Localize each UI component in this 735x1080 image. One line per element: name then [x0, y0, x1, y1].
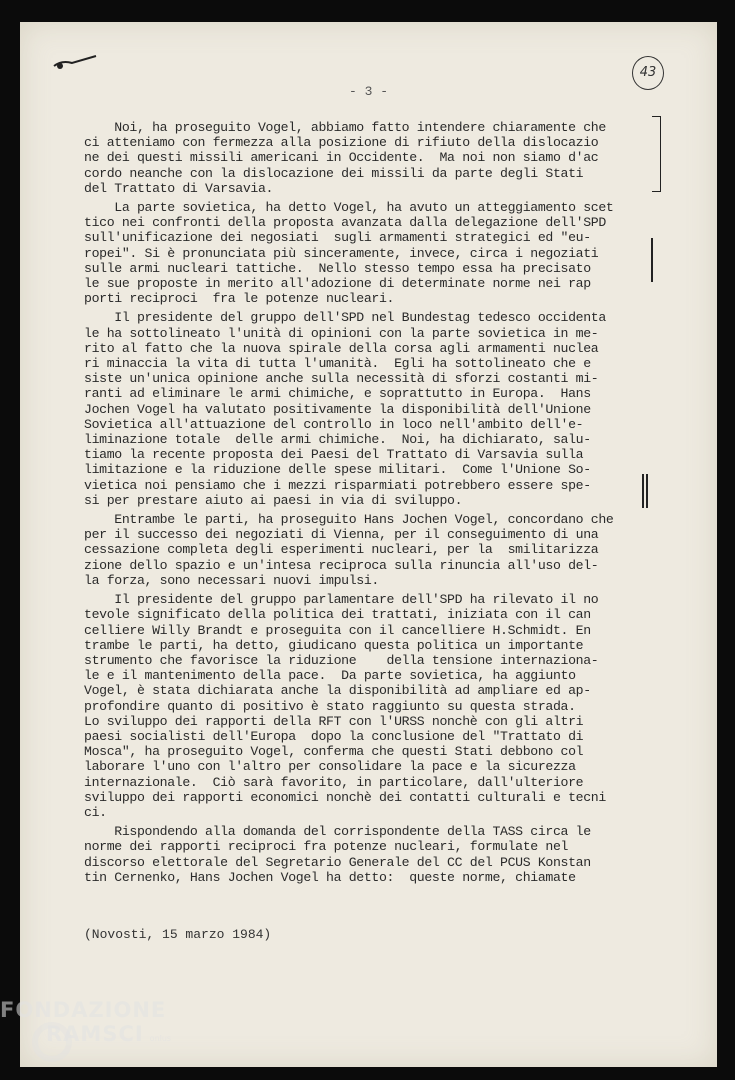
typed-body-text: [84, 120, 664, 889]
paragraph: [84, 310, 664, 508]
text-line: limitazione e la riduzione delle spese militari. Come l'Unione So-: [84, 462, 591, 478]
text-line: tin Cernenko, Hans Jochen Vogel ha detto: queste norme, chiamate: [84, 869, 576, 885]
typed-page-number: - 3 -: [348, 84, 388, 99]
text-line: ci atteniamo con fermezza alla posizione di rifiuto della dislocazio: [84, 135, 599, 151]
text-line: ri minaccia la vita di tutta l'umanità. Egli ha sottolineato che e: [84, 356, 591, 372]
text-line: Vogel, è stata dichiarata anche la disponibilità ad ampliare ed ap-: [84, 683, 591, 699]
margin-double-line-mark: [646, 474, 648, 508]
text-line: cordo neanche con la dislocazione dei missili da parte degli Stati: [84, 165, 584, 181]
text-line: Lo sviluppo dei rapporti della RFT con l'URSS nonchè con gli altri: [84, 713, 584, 729]
margin-double-line-mark: [642, 474, 644, 508]
text-line: siste un'unica opinione anche sulla necessità di sforzi costanti mi-: [84, 371, 599, 387]
text-line: la forza, sono necessari nuovi impulsi.: [84, 572, 379, 588]
text-line: Jochen Vogel ha valutato positivamente la disponibilità dell'Unione: [84, 401, 591, 417]
source-footer: (Novosti, 15 marzo 1984): [84, 927, 272, 942]
text-line: le e il mantenimento della pace. Da parte sovietica, ha aggiunto: [84, 668, 576, 684]
paragraph: [84, 592, 664, 820]
paragraph: [84, 824, 664, 885]
text-line: discorso elettorale del Segretario Generale del CC del PCUS Konstan: [84, 854, 591, 870]
text-line: Mosca", ha proseguito Vogel, conferma che questi Stati debbono col: [84, 744, 584, 760]
margin-line-mark: [651, 238, 653, 282]
text-line: cessazione completa degli esperimenti nucleari, per la smilitarizza: [84, 542, 599, 558]
text-line: vietica noi pensiamo che i mezzi risparmiati potrebbero essere spe-: [84, 477, 591, 493]
text-line: paesi socialisti dell'Europa dopo la conclusione del "Trattato di: [84, 728, 584, 744]
text-line: Rispondendo alla domanda del corrispondente della TASS circa le: [84, 824, 591, 840]
text-line: si per prestare aiuto ai paesi in via di sviluppo.: [84, 492, 463, 508]
text-line: celliere Willy Brandt e proseguita con il cancelliere H.Schmidt. En: [84, 622, 591, 638]
text-line: internazionale. Ciò sarà favorito, in particolare, dall'ulteriore: [84, 774, 584, 790]
text-line: profondire quanto di positivo è stato raggiunto su questa strada.: [84, 698, 576, 714]
text-line: sull'unificazione dei negosiati sugli armamenti strategici ed "eu-: [84, 230, 591, 246]
text-line: Noi, ha proseguito Vogel, abbiamo fatto intendere chiaramente che: [84, 120, 606, 135]
text-line: liminazione totale delle armi chimiche. Noi, ha dichiarato, salu-: [84, 432, 591, 448]
archive-watermark: [0, 998, 171, 1051]
text-line: tevole significato della politica dei trattati, iniziata con il can: [84, 607, 591, 623]
text-line: ci.: [84, 804, 107, 820]
text-line: sviluppo dei rapporti economici nonchè dei contatti culturali e tecni: [84, 789, 606, 805]
watermark-line-2: RAMSCI: [46, 1022, 144, 1046]
text-line: ne dei questi missili americani in Occidente. Ma noi non siamo d'ac: [84, 150, 599, 166]
text-line: le ha sottolineato l'unità di opinioni con la parte sovietica in me-: [84, 325, 599, 341]
paragraph: [84, 200, 664, 306]
text-line: tiamo la recente proposta dei Paesi del Trattato di Varsavia sulla: [84, 447, 584, 463]
document-page: [20, 22, 717, 1067]
margin-bracket-mark: [652, 116, 661, 192]
text-line: per il successo dei negoziati di Vienna, per il conseguimento di una: [84, 527, 599, 543]
watermark-line-1: FONDAZIONE: [0, 998, 167, 1022]
text-line: La parte sovietica, ha detto Vogel, ha avuto un atteggiamento scet: [84, 200, 614, 216]
text-line: del Trattato di Varsavia.: [84, 180, 274, 196]
text-line: Il presidente del gruppo dell'SPD nel Bundestag tedesco occidenta: [84, 310, 606, 326]
text-line: strumento che favorisce la riduzione della tensione internaziona-: [84, 652, 599, 668]
text-line: zione dello spazio e un'intesa reciproca sulla rinuncia all'uso del-: [84, 557, 599, 573]
text-line: laborare l'uno con l'altro per consolidare la pace e la sicurezza: [84, 759, 576, 775]
text-line: Il presidente del gruppo parlamentare dell'SPD ha rilevato il no: [84, 592, 599, 608]
text-line: ranti ad eliminare le armi chimiche, e soprattutto in Europa. Hans: [84, 386, 591, 402]
paragraph: [84, 120, 664, 196]
text-line: norme dei rapporti reciproci fra potenze nucleari, formulate nel: [84, 839, 569, 855]
text-line: rito al fatto che la nuova spirale della corsa agli armamenti nuclea: [84, 340, 599, 356]
watermark-small: onlus: [149, 1034, 172, 1043]
text-line: porti reciproci fra le potenze nucleari.: [84, 291, 395, 307]
text-line: ropei". Si è pronunciata più sinceramente, invece, circa i negoziati: [84, 245, 599, 261]
text-line: Entrambe le parti, ha proseguito Hans Jochen Vogel, concordano che: [84, 512, 614, 528]
text-line: sulle armi nucleari tattiche. Nello stesso tempo essa ha precisato: [84, 260, 591, 276]
paragraph: [84, 512, 664, 588]
handwritten-page-number: 43: [632, 56, 664, 90]
text-line: tico nei confronti della proposta avanzata dalla delegazione dell'SPD: [84, 215, 606, 231]
text-line: trambe le parti, ha detto, giudicano questa politica un importante: [84, 637, 584, 653]
staple-mark-icon: [52, 54, 102, 84]
text-line: Sovietica all'attuazione del controllo in loco nell'ambito dell'e-: [84, 416, 584, 432]
text-line: le sue proposte in merito all'adozione di determinate norme nei rap: [84, 276, 591, 292]
